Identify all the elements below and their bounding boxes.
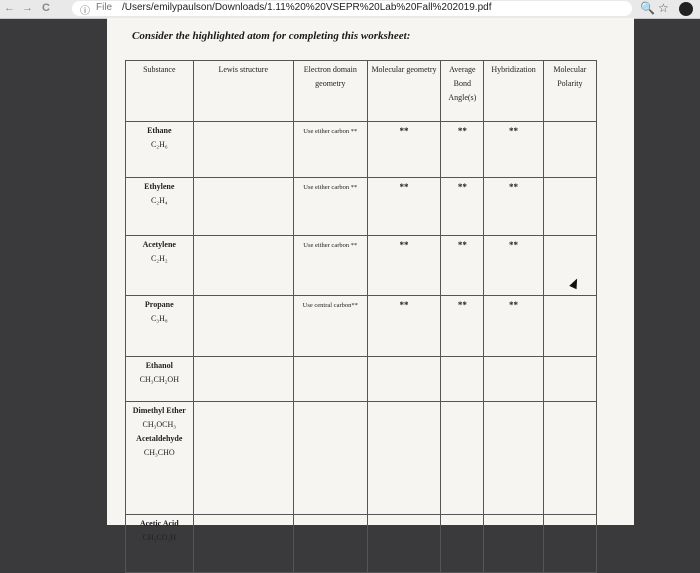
substance-name: Dimethyl Ether [132, 406, 186, 415]
mark: ** [399, 126, 409, 136]
answer-cell[interactable] [441, 296, 484, 357]
answer-cell[interactable] [293, 515, 367, 573]
header-lewis-structure: Lewis structure [193, 61, 293, 122]
mark: ** [457, 182, 467, 192]
answer-cell[interactable] [193, 236, 293, 296]
substance-name: Acetic Acid [139, 519, 179, 528]
answer-cell[interactable] [484, 296, 543, 357]
header-bond-angle: Average Bond Angle(s) [441, 61, 484, 122]
table-row [126, 178, 597, 236]
answer-cell[interactable] [193, 178, 293, 236]
info-icon[interactable]: ⓘ [80, 6, 90, 17]
url-text[interactable]: /Users/emilypaulson/Downloads/1.11%20%20VSEPR%20Lab%20Fall%202019.pdf [122, 2, 492, 13]
back-icon[interactable]: ← [4, 2, 15, 14]
answer-cell[interactable] [484, 122, 543, 178]
answer-cell[interactable] [484, 402, 543, 515]
answer-cell[interactable] [441, 236, 484, 296]
substance-cell [126, 178, 194, 236]
answer-cell[interactable] [293, 402, 367, 515]
substance-formula: CH₃CO₂H [142, 533, 177, 542]
answer-cell[interactable] [367, 515, 441, 573]
substance-cell [126, 402, 194, 515]
answer-cell[interactable] [543, 357, 596, 402]
answer-cell[interactable] [484, 236, 543, 296]
header-electron-domain: Electron domain geometry [293, 61, 367, 122]
worksheet-title: Consider the highlighted atom for completing this worksheet: [132, 30, 411, 42]
answer-cell[interactable] [543, 122, 596, 178]
mark: ** [399, 182, 409, 192]
answer-cell[interactable] [367, 236, 441, 296]
forward-icon[interactable]: → [22, 2, 33, 14]
substance-formula: C₂H₄ [150, 196, 168, 205]
header-row [126, 61, 597, 122]
substance-formula-2: CH₃CHO [143, 448, 175, 457]
answer-cell[interactable] [441, 515, 484, 573]
table-row [126, 402, 597, 515]
mark: ** [509, 240, 519, 250]
header-molecular-geometry: Molecular geometry [367, 61, 441, 122]
substance-name: Acetylene [142, 240, 176, 249]
answer-cell[interactable] [367, 357, 441, 402]
carbon-note: Use central carbon** [302, 302, 358, 309]
worksheet-table [125, 60, 597, 573]
carbon-note: Use either carbon ** [303, 184, 358, 191]
substance-name: Propane [144, 300, 174, 309]
answer-cell[interactable] [543, 515, 596, 573]
substance-formula: C₂H₆ [150, 140, 168, 149]
answer-cell[interactable] [293, 357, 367, 402]
substance-cell [126, 122, 194, 178]
substance-name: Ethylene [144, 182, 175, 191]
answer-cell[interactable] [367, 402, 441, 515]
answer-cell[interactable] [543, 296, 596, 357]
answer-cell[interactable] [484, 515, 543, 573]
answer-cell[interactable] [193, 122, 293, 178]
answer-cell[interactable] [484, 178, 543, 236]
browser-toolbar [0, 0, 700, 19]
substance-formula: C₂H₂ [150, 254, 168, 263]
mark: ** [457, 300, 467, 310]
answer-cell[interactable] [193, 515, 293, 573]
substance-name: Ethanol [145, 361, 173, 370]
answer-cell[interactable] [441, 178, 484, 236]
answer-cell[interactable] [367, 296, 441, 357]
table-row [126, 296, 597, 357]
mark: ** [399, 240, 409, 250]
table-row [126, 122, 597, 178]
table-row [126, 515, 597, 573]
substance-formula: C₃H₈ [150, 314, 168, 323]
carbon-note: Use either carbon ** [303, 242, 358, 249]
table-row [126, 357, 597, 402]
answer-cell[interactable] [293, 296, 367, 357]
substance-name: Ethane [147, 126, 172, 135]
zoom-icon[interactable]: 🔍 [640, 1, 655, 15]
answer-cell[interactable] [293, 236, 367, 296]
header-hybridization: Hybridization [484, 61, 543, 122]
substance-name-2: Acetaldehyde [136, 434, 183, 443]
answer-cell[interactable] [543, 402, 596, 515]
answer-cell[interactable] [484, 357, 543, 402]
answer-cell[interactable] [293, 178, 367, 236]
header-substance: Substance [126, 61, 194, 122]
reload-icon[interactable]: C [42, 2, 50, 14]
substance-cell [126, 515, 194, 573]
answer-cell[interactable] [543, 178, 596, 236]
substance-cell [126, 296, 194, 357]
url-scheme-label: File [96, 2, 113, 13]
answer-cell[interactable] [293, 122, 367, 178]
table-row [126, 236, 597, 296]
answer-cell[interactable] [441, 402, 484, 515]
mark: ** [509, 126, 519, 136]
substance-formula: CH₃CH₂OH [139, 375, 179, 384]
mark: ** [509, 300, 519, 310]
substance-cell [126, 236, 194, 296]
mark: ** [457, 240, 467, 250]
answer-cell[interactable] [367, 122, 441, 178]
answer-cell[interactable] [367, 178, 441, 236]
answer-cell[interactable] [441, 122, 484, 178]
answer-cell[interactable] [441, 357, 484, 402]
profile-avatar-icon[interactable] [679, 2, 693, 16]
carbon-note: Use either carbon ** [303, 128, 358, 135]
answer-cell[interactable] [193, 357, 293, 402]
answer-cell[interactable] [193, 296, 293, 357]
answer-cell[interactable] [193, 402, 293, 515]
mark: ** [509, 182, 519, 192]
bookmark-star-icon[interactable]: ☆ [658, 1, 669, 15]
mark: ** [457, 126, 467, 136]
header-polarity: Molecular Polarity [543, 61, 596, 122]
substance-cell [126, 357, 194, 402]
mark: ** [399, 300, 409, 310]
substance-formula: CH₃OCH₃ [142, 420, 177, 429]
